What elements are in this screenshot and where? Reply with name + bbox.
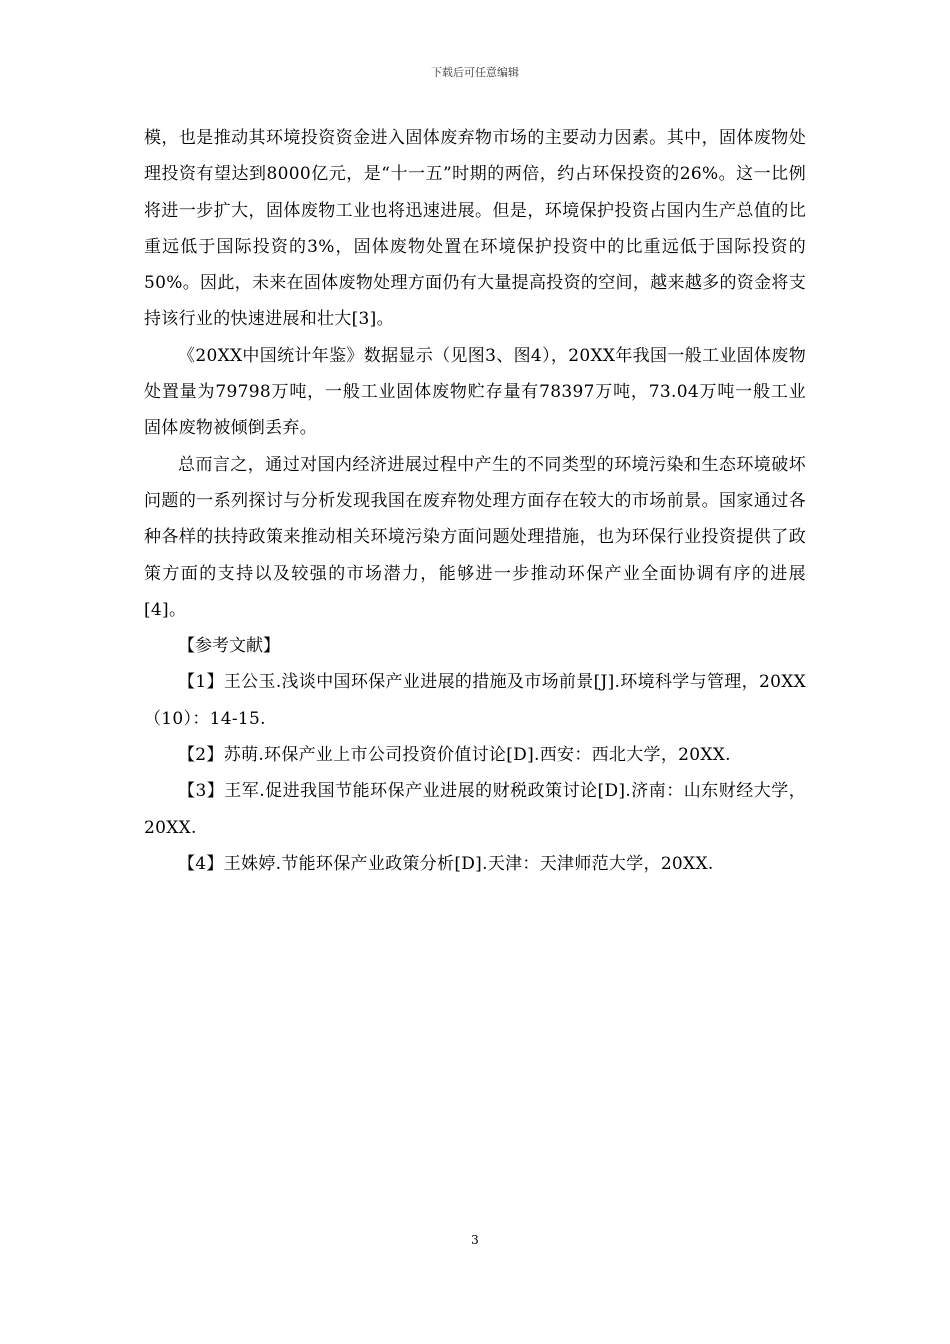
reference-item-1: 【1】王公玉.浅谈中国环保产业进展的措施及市场前景[J].环境科学与管理，20XX（10）：14-15.: [144, 672, 806, 729]
references-heading: 【参考文献】: [178, 636, 280, 657]
page-number: 3: [471, 1233, 479, 1247]
reference-item-3: 【3】王军.促进我国节能环保产业进展的财税政策讨论[D].济南：山东财经大学，20XX.: [144, 781, 806, 838]
references-section: [144, 628, 806, 882]
reference-item-2: 【2】苏萌.环保产业上市公司投资价值讨论[D].西安：西北大学，20XX.: [178, 745, 731, 766]
document-body: [144, 120, 806, 882]
page-header: 下载后可任意编辑: [431, 66, 519, 79]
reference-item-4: 【4】王姝婷.节能环保产业政策分析[D].天津：天津师范大学，20XX.: [178, 853, 714, 874]
body-paragraph-continued: 模，也是推动其环境投资资金进入固体废弃物市场的主要动力因素。其中，固体废物处理投资有望达到8000亿元，是“十一五”时期的两倍，约占环保投资的26%。这一比例将进一步扩大，固体废物工业也将迅速进展。但是，环境保护投资占国内生产总值的比重远低于国际投资的3%，固体废物处置在环境保护投资中的比重远低于国际投资的50%。因此，未来在固体废物处理方面仍有大量提高投资的空间，越来越多的资金将支持该行业的快速进展和壮大[3]。: [144, 128, 806, 330]
body-paragraph-conclusion: 总而言之，通过对国内经济进展过程中产生的不同类型的环境污染和生态环境破坏问题的一系列探讨与分析发现我国在废弃物处理方面存在较大的市场前景。国家通过各种各样的扶持政策来推动相关环境污染方面问题处理措施，也为环保行业投资提供了政策方面的支持以及较强的市场潜力，能够进一步推动环保产业全面协调有序的进展[4]。: [144, 454, 806, 620]
body-paragraph-statistics: 《20XX中国统计年鉴》数据显示（见图3、图4），20XX年我国一般工业固体废物处置量为79798万吨，一般工业固体废物贮存量有78397万吨，73.04万吨一般工业固体废物被倾倒丢弃。: [144, 345, 806, 439]
